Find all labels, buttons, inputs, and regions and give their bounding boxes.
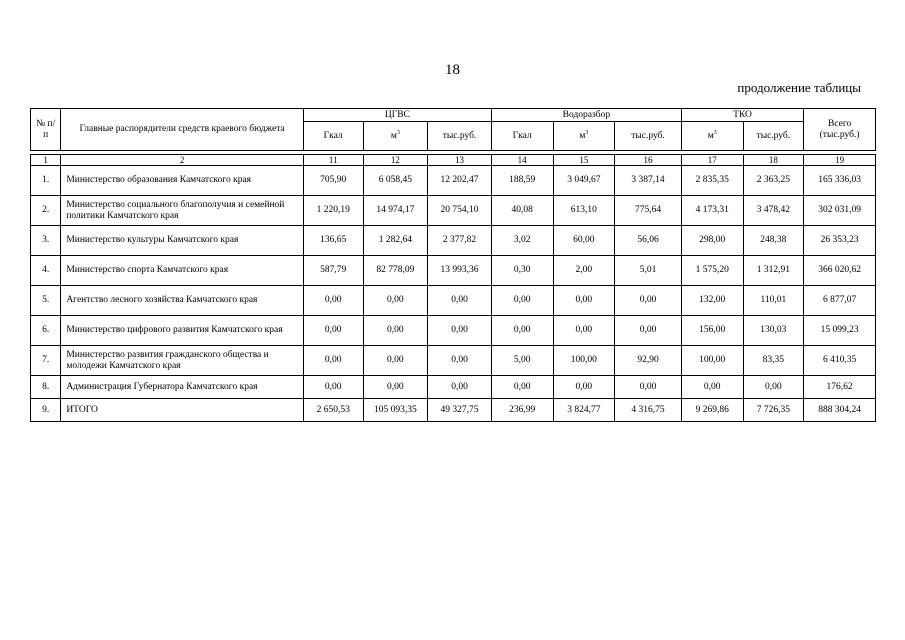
row-value: 3 387,14 bbox=[615, 166, 682, 196]
row-value: 3 049,67 bbox=[553, 166, 615, 196]
unit-rub: тыс.руб. bbox=[615, 122, 682, 151]
row-value: 15 099,23 bbox=[804, 316, 876, 346]
row-value: 2 377,82 bbox=[428, 226, 492, 256]
row-name: Агентство лесного хозяйства Камчатского края bbox=[61, 286, 304, 316]
row-name: Министерство цифрового развития Камчатского края bbox=[61, 316, 304, 346]
row-value: 0,00 bbox=[491, 376, 553, 399]
unit-m3: $м^3$ bbox=[681, 122, 743, 151]
row-value: 888 304,24 bbox=[804, 399, 876, 422]
row-number: 8. bbox=[31, 376, 61, 399]
row-value: 1 575,20 bbox=[681, 256, 743, 286]
row-value: 0,00 bbox=[363, 376, 428, 399]
row-value: 12 202,47 bbox=[428, 166, 492, 196]
continuation-label: продолжение таблицы bbox=[737, 80, 861, 95]
row-value: 110,01 bbox=[743, 286, 804, 316]
header-name: Главные распорядители средств краевого бюджета bbox=[61, 109, 304, 151]
row-value: 1 220,19 bbox=[303, 196, 363, 226]
row-name: Министерство спорта Камчатского края bbox=[61, 256, 304, 286]
table-row bbox=[31, 376, 876, 399]
header-group-cgvs: ЦГВС bbox=[303, 109, 491, 122]
column-number: 16 bbox=[615, 155, 682, 166]
row-value: 3 824,77 bbox=[553, 399, 615, 422]
row-value: 248,38 bbox=[743, 226, 804, 256]
row-value: 3 478,42 bbox=[743, 196, 804, 226]
row-number: 6. bbox=[31, 316, 61, 346]
row-value: 2 835,35 bbox=[681, 166, 743, 196]
row-number: 2. bbox=[31, 196, 61, 226]
row-value: 0,00 bbox=[428, 316, 492, 346]
row-value: 0,00 bbox=[615, 316, 682, 346]
row-value: 0,00 bbox=[553, 376, 615, 399]
row-value: 0,30 bbox=[491, 256, 553, 286]
row-value: 188,59 bbox=[491, 166, 553, 196]
row-value: 136,65 bbox=[303, 226, 363, 256]
row-value: 0,00 bbox=[428, 286, 492, 316]
header-group-tko: ТКО bbox=[681, 109, 803, 122]
row-value: 366 020,62 bbox=[804, 256, 876, 286]
row-value: 132,00 bbox=[681, 286, 743, 316]
row-value: 13 993,36 bbox=[428, 256, 492, 286]
header-num: № п/п bbox=[31, 109, 61, 151]
unit-gcal: Гкал bbox=[303, 122, 363, 151]
column-number: 12 bbox=[363, 155, 428, 166]
header-row-groups bbox=[31, 109, 876, 122]
column-number: 15 bbox=[553, 155, 615, 166]
row-value: 6 410,35 bbox=[804, 346, 876, 376]
row-value: 156,00 bbox=[681, 316, 743, 346]
row-value: 0,00 bbox=[303, 286, 363, 316]
page-number: 18 bbox=[445, 62, 460, 78]
header-group-water: Водоразбор bbox=[491, 109, 681, 122]
row-value: 83,35 bbox=[743, 346, 804, 376]
unit-rub: тыс.руб. bbox=[428, 122, 492, 151]
row-value: 0,00 bbox=[491, 286, 553, 316]
row-value: 100,00 bbox=[553, 346, 615, 376]
unit-rub: тыс.руб. bbox=[743, 122, 804, 151]
row-value: 0,00 bbox=[363, 286, 428, 316]
row-value: 3,02 bbox=[491, 226, 553, 256]
row-name: Министерство культуры Камчатского края bbox=[61, 226, 304, 256]
unit-m3: $м^3$ bbox=[363, 122, 428, 151]
row-value: 0,00 bbox=[681, 376, 743, 399]
row-value: 4 316,75 bbox=[615, 399, 682, 422]
row-value: 0,00 bbox=[428, 376, 492, 399]
table-row bbox=[31, 286, 876, 316]
row-name: Администрация Губернатора Камчатского края bbox=[61, 376, 304, 399]
row-value: 9 269,86 bbox=[681, 399, 743, 422]
row-value: 82 778,09 bbox=[363, 256, 428, 286]
row-value: 26 353,23 bbox=[804, 226, 876, 256]
unit-gcal: Гкал bbox=[491, 122, 553, 151]
unit-m3: $м^3$ bbox=[553, 122, 615, 151]
row-value: 60,00 bbox=[553, 226, 615, 256]
table-row bbox=[31, 346, 876, 376]
row-value: 705,90 bbox=[303, 166, 363, 196]
row-number: 1. bbox=[31, 166, 61, 196]
row-value: 165 336,03 bbox=[804, 166, 876, 196]
row-value: 302 031,09 bbox=[804, 196, 876, 226]
row-value: 298,00 bbox=[681, 226, 743, 256]
column-number: 2 bbox=[61, 155, 304, 166]
row-number: 3. bbox=[31, 226, 61, 256]
table-row bbox=[31, 256, 876, 286]
table-row bbox=[31, 399, 876, 422]
row-value: 7 726,35 bbox=[743, 399, 804, 422]
row-number: 5. bbox=[31, 286, 61, 316]
row-number: 7. bbox=[31, 346, 61, 376]
row-value: 130,03 bbox=[743, 316, 804, 346]
row-value: 0,00 bbox=[303, 346, 363, 376]
row-value: 105 093,35 bbox=[363, 399, 428, 422]
row-value: 14 974,17 bbox=[363, 196, 428, 226]
row-value: 0,00 bbox=[491, 316, 553, 346]
row-value: 0,00 bbox=[363, 346, 428, 376]
column-number: 13 bbox=[428, 155, 492, 166]
row-value: 2,00 bbox=[553, 256, 615, 286]
row-name: Министерство социального благополучия и семейной политики Камчатского края bbox=[61, 196, 304, 226]
row-value: 0,00 bbox=[303, 376, 363, 399]
row-value: 5,00 bbox=[491, 346, 553, 376]
row-name: Министерство образования Камчатского края bbox=[61, 166, 304, 196]
row-value: 0,00 bbox=[615, 376, 682, 399]
row-value: 100,00 bbox=[681, 346, 743, 376]
row-value: 56,06 bbox=[615, 226, 682, 256]
column-number: 19 bbox=[804, 155, 876, 166]
row-value: 6 877,07 bbox=[804, 286, 876, 316]
row-value: 4 173,31 bbox=[681, 196, 743, 226]
row-value: 0,00 bbox=[553, 316, 615, 346]
row-value: 1 282,64 bbox=[363, 226, 428, 256]
row-number: 4. bbox=[31, 256, 61, 286]
row-value: 2 650,53 bbox=[303, 399, 363, 422]
row-value: 0,00 bbox=[428, 346, 492, 376]
row-value: 587,79 bbox=[303, 256, 363, 286]
row-value: 0,00 bbox=[743, 376, 804, 399]
row-value: 0,00 bbox=[615, 286, 682, 316]
column-number-row bbox=[31, 155, 876, 166]
row-name: Министерство развития гражданского общества и молодежи Камчатского края bbox=[61, 346, 304, 376]
row-value: 92,90 bbox=[615, 346, 682, 376]
row-name: ИТОГО bbox=[61, 399, 304, 422]
column-number: 18 bbox=[743, 155, 804, 166]
row-value: 613,10 bbox=[553, 196, 615, 226]
row-value: 2 363,25 bbox=[743, 166, 804, 196]
header-total: Всего (тыс.руб.) bbox=[804, 109, 876, 151]
row-value: 0,00 bbox=[363, 316, 428, 346]
table-row bbox=[31, 166, 876, 196]
row-value: 0,00 bbox=[553, 286, 615, 316]
table-row bbox=[31, 316, 876, 346]
row-value: 6 058,45 bbox=[363, 166, 428, 196]
row-value: 176,62 bbox=[804, 376, 876, 399]
column-number: 17 bbox=[681, 155, 743, 166]
column-number: 1 bbox=[31, 155, 61, 166]
column-number: 14 bbox=[491, 155, 553, 166]
row-value: 49 327,75 bbox=[428, 399, 492, 422]
row-number: 9. bbox=[31, 399, 61, 422]
column-number: 11 bbox=[303, 155, 363, 166]
row-value: 775,64 bbox=[615, 196, 682, 226]
row-value: 0,00 bbox=[303, 316, 363, 346]
budget-table bbox=[30, 108, 876, 422]
row-value: 1 312,91 bbox=[743, 256, 804, 286]
row-value: 5,01 bbox=[615, 256, 682, 286]
table-row bbox=[31, 226, 876, 256]
row-value: 40,08 bbox=[491, 196, 553, 226]
row-value: 236,99 bbox=[491, 399, 553, 422]
table-row bbox=[31, 196, 876, 226]
row-value: 20 754,10 bbox=[428, 196, 492, 226]
